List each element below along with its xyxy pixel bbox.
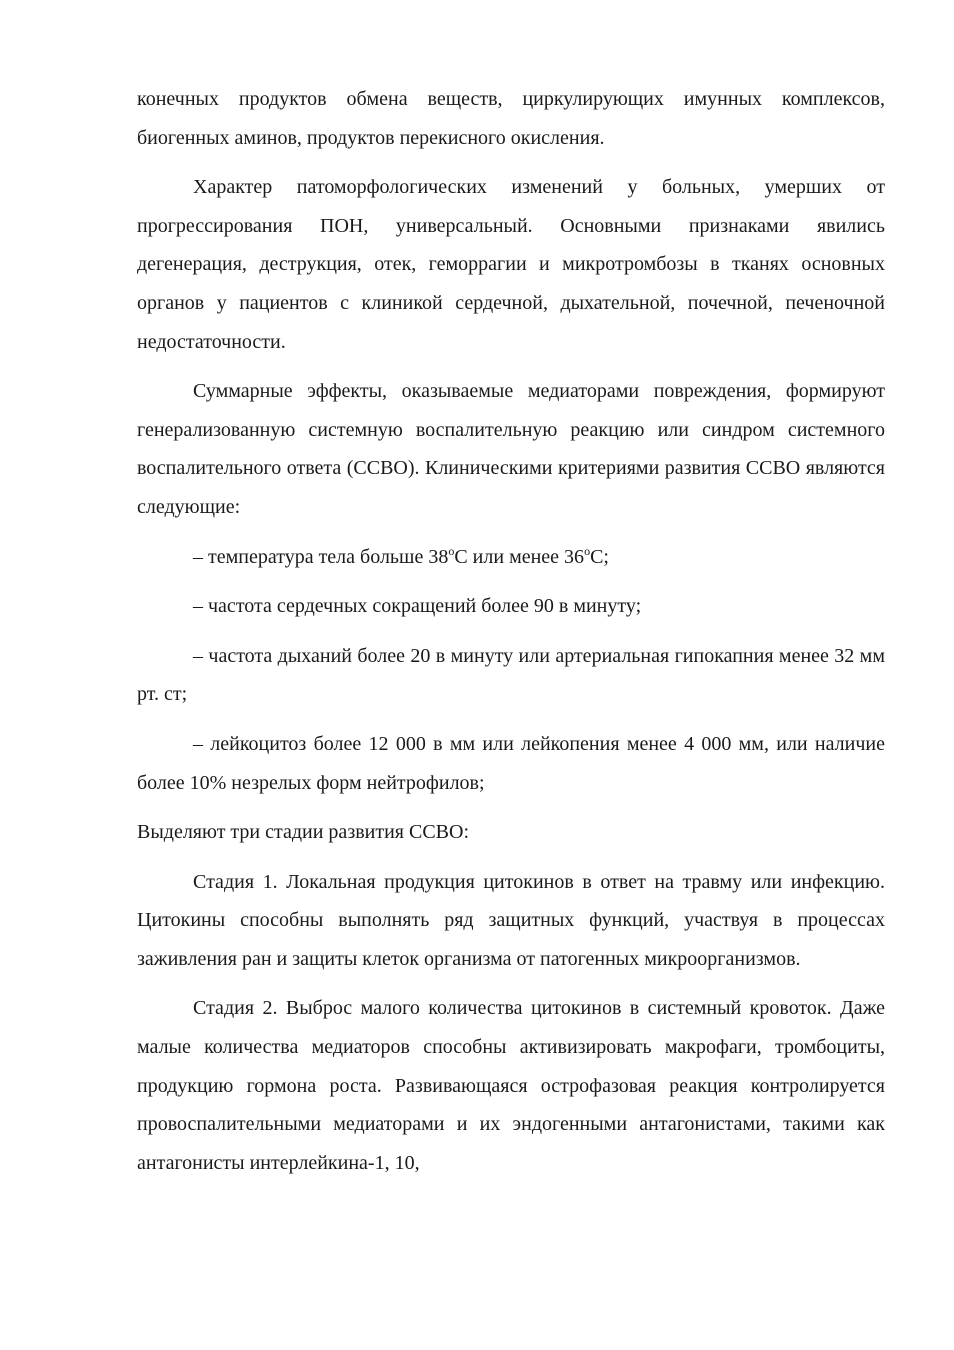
paragraph-ssvo-definition: Суммарные эффекты, оказываемые медиаторами повреждения, формируют генерализованную системную воспалительную реакцию или синдром системного воспалительного ответа (ССВО). Клиническими критериями развития ССВО являются следующие: bbox=[137, 380, 885, 518]
paragraph-stages-intro: Выделяют три стадии развития ССВО: bbox=[137, 821, 470, 844]
criterion-leukocytes: – лейкоцитоз более 12 000 в мм или лейкопения менее 4 000 мм, или наличие более 10% незрелых форм нейтрофилов; bbox=[137, 732, 885, 794]
criterion-heart-rate: – частота сердечных сокращений более 90 в минуту; bbox=[193, 595, 642, 618]
criterion-temperature bbox=[137, 538, 885, 577]
paragraph-stage-2: Стадия 2. Выброс малого количества цитокинов в системный кровоток. Даже малые количества медиаторов способны активизировать макрофаги, тромбоциты, продукцию гормона роста. Развивающаяся острофазовая реакция контролируется провоспалительными медиаторами и их эндогенными антагонистами, такими как антагонисты интерлейкина-1, 10, bbox=[137, 997, 885, 1174]
criterion-temperature-text-b: С или менее 36 bbox=[454, 545, 585, 568]
degree-superscript: о bbox=[448, 543, 455, 558]
degree-superscript: о bbox=[584, 543, 591, 558]
criterion-temperature-text-c: С; bbox=[590, 545, 609, 568]
criterion-temperature-text-a: – температура тела больше 38 bbox=[193, 545, 449, 568]
criterion-respiration: – частота дыханий более 20 в минуту или артериальная гипокапния менее 32 мм рт. ст; bbox=[137, 644, 885, 706]
paragraph-stage-1: Стадия 1. Локальная продукция цитокинов в ответ на травму или инфекцию. Цитокины способны выполнять ряд защитных функций, участвуя в процессах заживления ран и защиты клеток организма от патогенных микроорганизмов. bbox=[137, 870, 885, 970]
document-page bbox=[137, 80, 885, 1193]
paragraph-continuation: конечных продуктов обмена веществ, циркулирующих имунных комплексов, биогенных аминов, продуктов перекисного окисления. bbox=[137, 88, 885, 149]
paragraph-pathomorphology: Характер патоморфологических изменений у больных, умерших от прогрессирования ПОН, универсальный. Основными признаками явились дегенерация, деструкция, отек, геморрагии и микротромбозы в тканях основных органов у пациентов с клиникой сердечной, дыхательной, почечной, печеночной недостаточности. bbox=[137, 176, 885, 353]
